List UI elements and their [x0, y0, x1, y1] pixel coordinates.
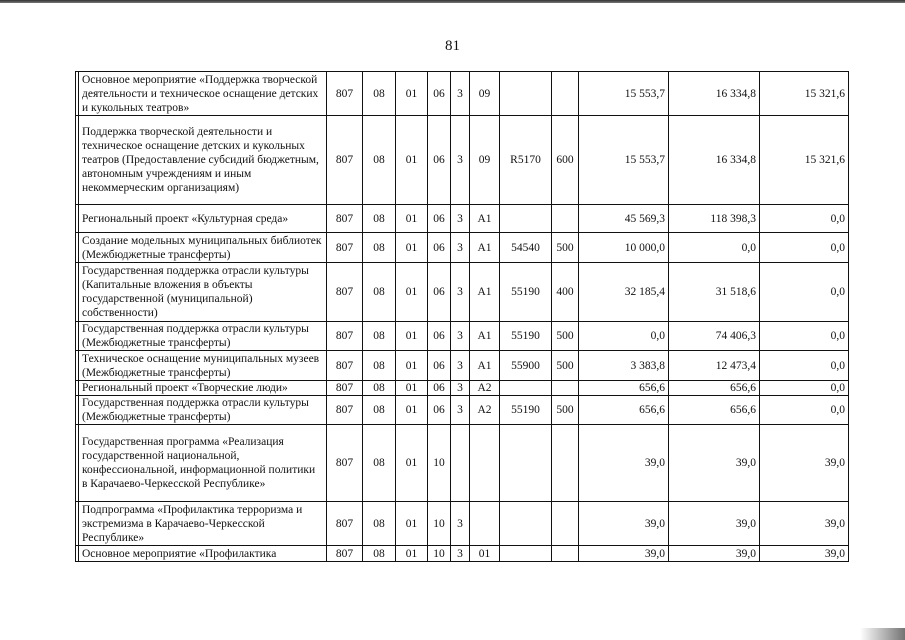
code-program: 10: [428, 425, 451, 502]
amount-year-1: 3 383,8: [579, 351, 669, 381]
code-program: 06: [428, 233, 451, 263]
code-ministry: 807: [327, 381, 363, 396]
code-direction: [500, 381, 552, 396]
code-subprogram: 3: [451, 233, 470, 263]
code-ministry: 807: [327, 205, 363, 233]
code-program: 06: [428, 351, 451, 381]
code-direction: [500, 205, 552, 233]
code-section: 08: [363, 381, 396, 396]
code-direction: 55190: [500, 263, 552, 322]
code-subprogram: 3: [451, 263, 470, 322]
code-ministry: 807: [327, 502, 363, 546]
code-subprogram: 3: [451, 546, 470, 562]
amount-year-1: 39,0: [579, 546, 669, 562]
code-expense-type: [552, 502, 579, 546]
item-name: Основное мероприятие «Профилактика: [79, 546, 327, 562]
code-subprogram: 3: [451, 205, 470, 233]
code-direction: 55190: [500, 322, 552, 351]
code-section: 08: [363, 205, 396, 233]
code-subsection: 01: [396, 205, 428, 233]
code-expense-type: 500: [552, 322, 579, 351]
code-direction: R5170: [500, 116, 552, 205]
scan-top-edge: [0, 0, 905, 3]
code-expense-type: [552, 205, 579, 233]
code-expense-type: 500: [552, 351, 579, 381]
amount-year-1: 656,6: [579, 381, 669, 396]
code-subsection: 01: [396, 233, 428, 263]
code-subsection: 01: [396, 322, 428, 351]
amount-year-2: 12 473,4: [669, 351, 760, 381]
amount-year-1: 10 000,0: [579, 233, 669, 263]
code-direction: [500, 425, 552, 502]
code-ministry: 807: [327, 546, 363, 562]
code-event: [470, 425, 500, 502]
code-section: 08: [363, 546, 396, 562]
code-direction: [500, 502, 552, 546]
code-program: 06: [428, 322, 451, 351]
code-event: [470, 502, 500, 546]
amount-year-3: 39,0: [760, 502, 849, 546]
code-direction: 55190: [500, 396, 552, 425]
amount-year-3: 15 321,6: [760, 72, 849, 116]
table-row: [76, 546, 849, 562]
code-subsection: 01: [396, 263, 428, 322]
amount-year-2: 16 334,8: [669, 116, 760, 205]
amount-year-3: 39,0: [760, 546, 849, 562]
table-row: [76, 263, 849, 322]
code-expense-type: [552, 546, 579, 562]
code-expense-type: 500: [552, 396, 579, 425]
code-direction: 54540: [500, 233, 552, 263]
code-program: 06: [428, 263, 451, 322]
table-row: [76, 396, 849, 425]
amount-year-3: 0,0: [760, 351, 849, 381]
amount-year-3: 15 321,6: [760, 116, 849, 205]
code-expense-type: [552, 72, 579, 116]
code-ministry: 807: [327, 233, 363, 263]
code-expense-type: 400: [552, 263, 579, 322]
code-section: 08: [363, 263, 396, 322]
code-subprogram: [451, 425, 470, 502]
code-section: 08: [363, 116, 396, 205]
code-expense-type: 600: [552, 116, 579, 205]
code-direction: 55900: [500, 351, 552, 381]
amount-year-3: 39,0: [760, 425, 849, 502]
code-program: 06: [428, 72, 451, 116]
code-expense-type: [552, 381, 579, 396]
code-event: A1: [470, 351, 500, 381]
code-event: A1: [470, 233, 500, 263]
code-subsection: 01: [396, 502, 428, 546]
code-section: 08: [363, 396, 396, 425]
amount-year-2: 656,6: [669, 396, 760, 425]
amount-year-1: 39,0: [579, 425, 669, 502]
code-subprogram: 3: [451, 322, 470, 351]
amount-year-2: 656,6: [669, 381, 760, 396]
amount-year-2: 74 406,3: [669, 322, 760, 351]
code-section: 08: [363, 322, 396, 351]
amount-year-2: 16 334,8: [669, 72, 760, 116]
code-subprogram: 3: [451, 72, 470, 116]
code-expense-type: 500: [552, 233, 579, 263]
amount-year-2: 39,0: [669, 546, 760, 562]
table-row: [76, 72, 849, 116]
amount-year-1: 15 553,7: [579, 116, 669, 205]
code-subprogram: 3: [451, 396, 470, 425]
amount-year-3: 0,0: [760, 322, 849, 351]
amount-year-1: 45 569,3: [579, 205, 669, 233]
code-subsection: 01: [396, 72, 428, 116]
table-row: [76, 322, 849, 351]
code-ministry: 807: [327, 263, 363, 322]
code-subsection: 01: [396, 351, 428, 381]
amount-year-1: 0,0: [579, 322, 669, 351]
item-name: Подпрограмма «Профилактика терроризма и экстремизма в Карачаево-Черкесской Республике»: [79, 502, 327, 546]
code-event: 09: [470, 72, 500, 116]
table-row: [76, 425, 849, 502]
amount-year-3: 0,0: [760, 263, 849, 322]
code-subprogram: 3: [451, 351, 470, 381]
code-subsection: 01: [396, 396, 428, 425]
code-subsection: 01: [396, 546, 428, 562]
code-program: 06: [428, 381, 451, 396]
item-name: Техническое оснащение муниципальных музеев (Межбюджетные трансферты): [79, 351, 327, 381]
scan-corner-shadow: [860, 628, 905, 640]
amount-year-1: 39,0: [579, 502, 669, 546]
item-name: Государственная поддержка отрасли культуры (Межбюджетные трансферты): [79, 322, 327, 351]
item-name: Создание модельных муниципальных библиотек (Межбюджетные трансферты): [79, 233, 327, 263]
code-ministry: 807: [327, 396, 363, 425]
table-body: [76, 72, 849, 562]
code-section: 08: [363, 351, 396, 381]
page-number: 81: [445, 38, 460, 54]
code-subprogram: 3: [451, 502, 470, 546]
code-ministry: 807: [327, 116, 363, 205]
code-subsection: 01: [396, 425, 428, 502]
code-event: A2: [470, 396, 500, 425]
code-subsection: 01: [396, 381, 428, 396]
table-row: [76, 502, 849, 546]
code-ministry: 807: [327, 425, 363, 502]
code-event: A1: [470, 263, 500, 322]
code-section: 08: [363, 425, 396, 502]
code-program: 10: [428, 502, 451, 546]
item-name: Основное мероприятие «Поддержка творческой деятельности и техническое оснащение детских и кукольных театров»: [79, 72, 327, 116]
amount-year-2: 39,0: [669, 502, 760, 546]
code-event: A1: [470, 205, 500, 233]
code-subprogram: 3: [451, 381, 470, 396]
budget-table: [75, 71, 849, 562]
amount-year-1: 15 553,7: [579, 72, 669, 116]
table-row: [76, 351, 849, 381]
table-row: [76, 205, 849, 233]
table-row: [76, 381, 849, 396]
code-section: 08: [363, 502, 396, 546]
amount-year-3: 0,0: [760, 233, 849, 263]
item-name: Государственная поддержка отрасли культуры (Межбюджетные трансферты): [79, 396, 327, 425]
code-ministry: 807: [327, 322, 363, 351]
amount-year-3: 0,0: [760, 381, 849, 396]
code-direction: [500, 546, 552, 562]
code-program: 06: [428, 116, 451, 205]
code-ministry: 807: [327, 72, 363, 116]
code-subsection: 01: [396, 116, 428, 205]
amount-year-1: 656,6: [579, 396, 669, 425]
code-event: A1: [470, 322, 500, 351]
table-row: [76, 233, 849, 263]
code-program: 06: [428, 396, 451, 425]
amount-year-2: 39,0: [669, 425, 760, 502]
item-name: Государственная поддержка отрасли культуры (Капитальные вложения в объекты государственной (муниципальной) собственности): [79, 263, 327, 322]
code-expense-type: [552, 425, 579, 502]
table-row: [76, 116, 849, 205]
code-ministry: 807: [327, 351, 363, 381]
code-event: 01: [470, 546, 500, 562]
item-name: Региональный проект «Культурная среда»: [79, 205, 327, 233]
amount-year-2: 31 518,6: [669, 263, 760, 322]
item-name: Региональный проект «Творческие люди»: [79, 381, 327, 396]
amount-year-2: 0,0: [669, 233, 760, 263]
amount-year-1: 32 185,4: [579, 263, 669, 322]
amount-year-2: 118 398,3: [669, 205, 760, 233]
code-section: 08: [363, 233, 396, 263]
code-subprogram: 3: [451, 116, 470, 205]
code-event: A2: [470, 381, 500, 396]
code-program: 06: [428, 205, 451, 233]
code-section: 08: [363, 72, 396, 116]
item-name: Поддержка творческой деятельности и техническое оснащение детских и кукольных театров (Предоставление субсидий бюджетным, автономным учреждениям и иным некоммерческим организациям): [79, 116, 327, 205]
code-program: 10: [428, 546, 451, 562]
item-name: Государственная программа «Реализация государственной национальной, конфессиональной, информационной политики в Карачаево-Черкесской Республике»: [79, 425, 327, 502]
code-event: 09: [470, 116, 500, 205]
amount-year-3: 0,0: [760, 205, 849, 233]
amount-year-3: 0,0: [760, 396, 849, 425]
code-direction: [500, 72, 552, 116]
